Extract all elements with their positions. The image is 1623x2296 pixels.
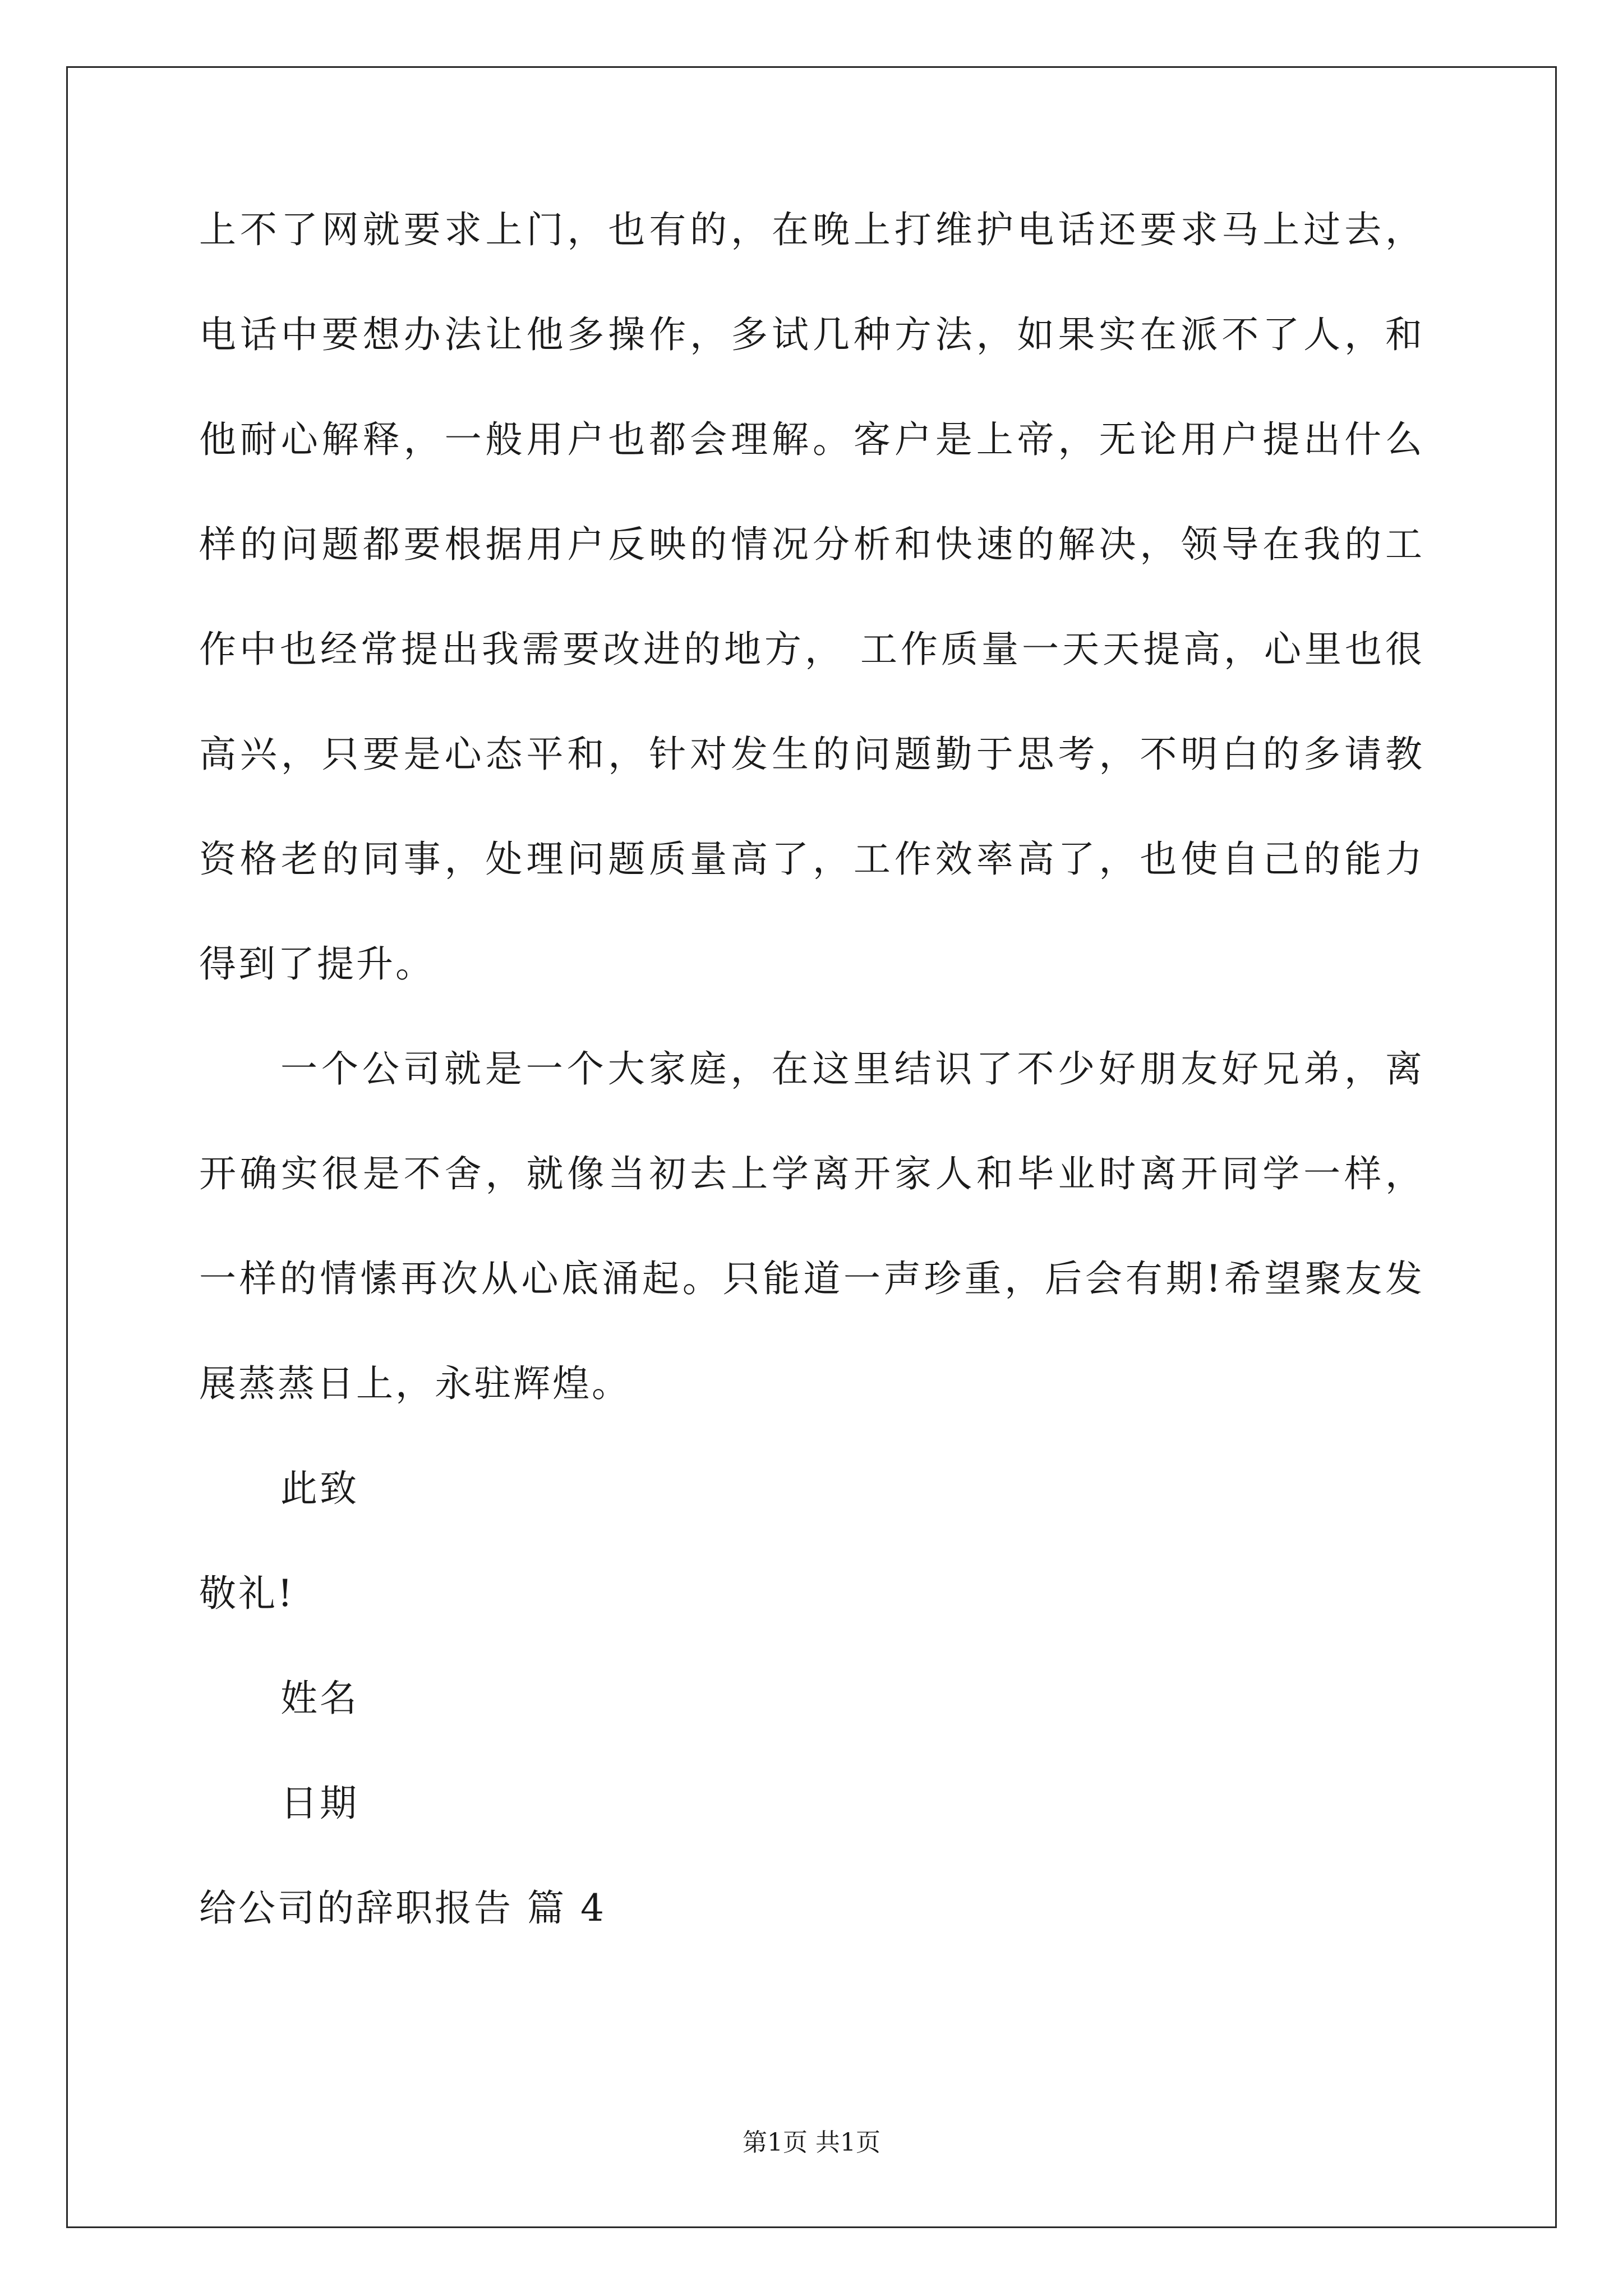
paragraph-line: 资格老的同事，处理问题质量高了，工作效率高了，也使自己的能力 — [199, 838, 1424, 881]
paragraph-line: 高兴，只要是心态平和，针对发生的问题勤于思考，不明白的多请教 — [199, 733, 1424, 776]
paragraph-line: 他耐心解释，一般用户也都会理解。客户是上帝，无论用户提出什么 — [199, 418, 1424, 461]
paragraph-line: 展蒸蒸日上，永驻辉煌。 — [199, 1362, 631, 1405]
section-heading: 给公司的辞职报告 篇 4 — [199, 1887, 606, 1930]
paragraph-line: 作中也经常提出我需要改进的地方， 工作质量一天天提高，心里也很 — [199, 628, 1424, 671]
paragraph-line: 一个公司就是一个大家庭，在这里结识了不少好朋友好兄弟，离 — [280, 1047, 1424, 1091]
page-footer: 第1页 共1页 — [743, 2128, 880, 2157]
paragraph-line: 开确实很是不舍，就像当初去上学离开家人和毕业时离开同学一样， — [199, 1152, 1424, 1195]
paragraph-line: 样的问题都要根据用户反映的情况分析和快速的解决，领导在我的工 — [199, 523, 1424, 566]
paragraph-line: 一样的情愫再次从心底涌起。只能道一声珍重，后会有期!希望聚友发 — [199, 1257, 1424, 1300]
paragraph-line: 电话中要想办法让他多操作，多试几种方法，如果实在派不了人，和 — [199, 313, 1424, 356]
closing-salutation: 此致 — [280, 1467, 359, 1510]
paragraph-line: 上不了网就要求上门，也有的，在晚上打维护电话还要求马上过去， — [199, 208, 1424, 251]
signature-name: 姓名 — [280, 1677, 359, 1720]
paragraph-line: 得到了提升。 — [199, 942, 435, 986]
signature-date: 日期 — [280, 1782, 359, 1825]
closing-regards: 敬礼! — [199, 1572, 295, 1615]
